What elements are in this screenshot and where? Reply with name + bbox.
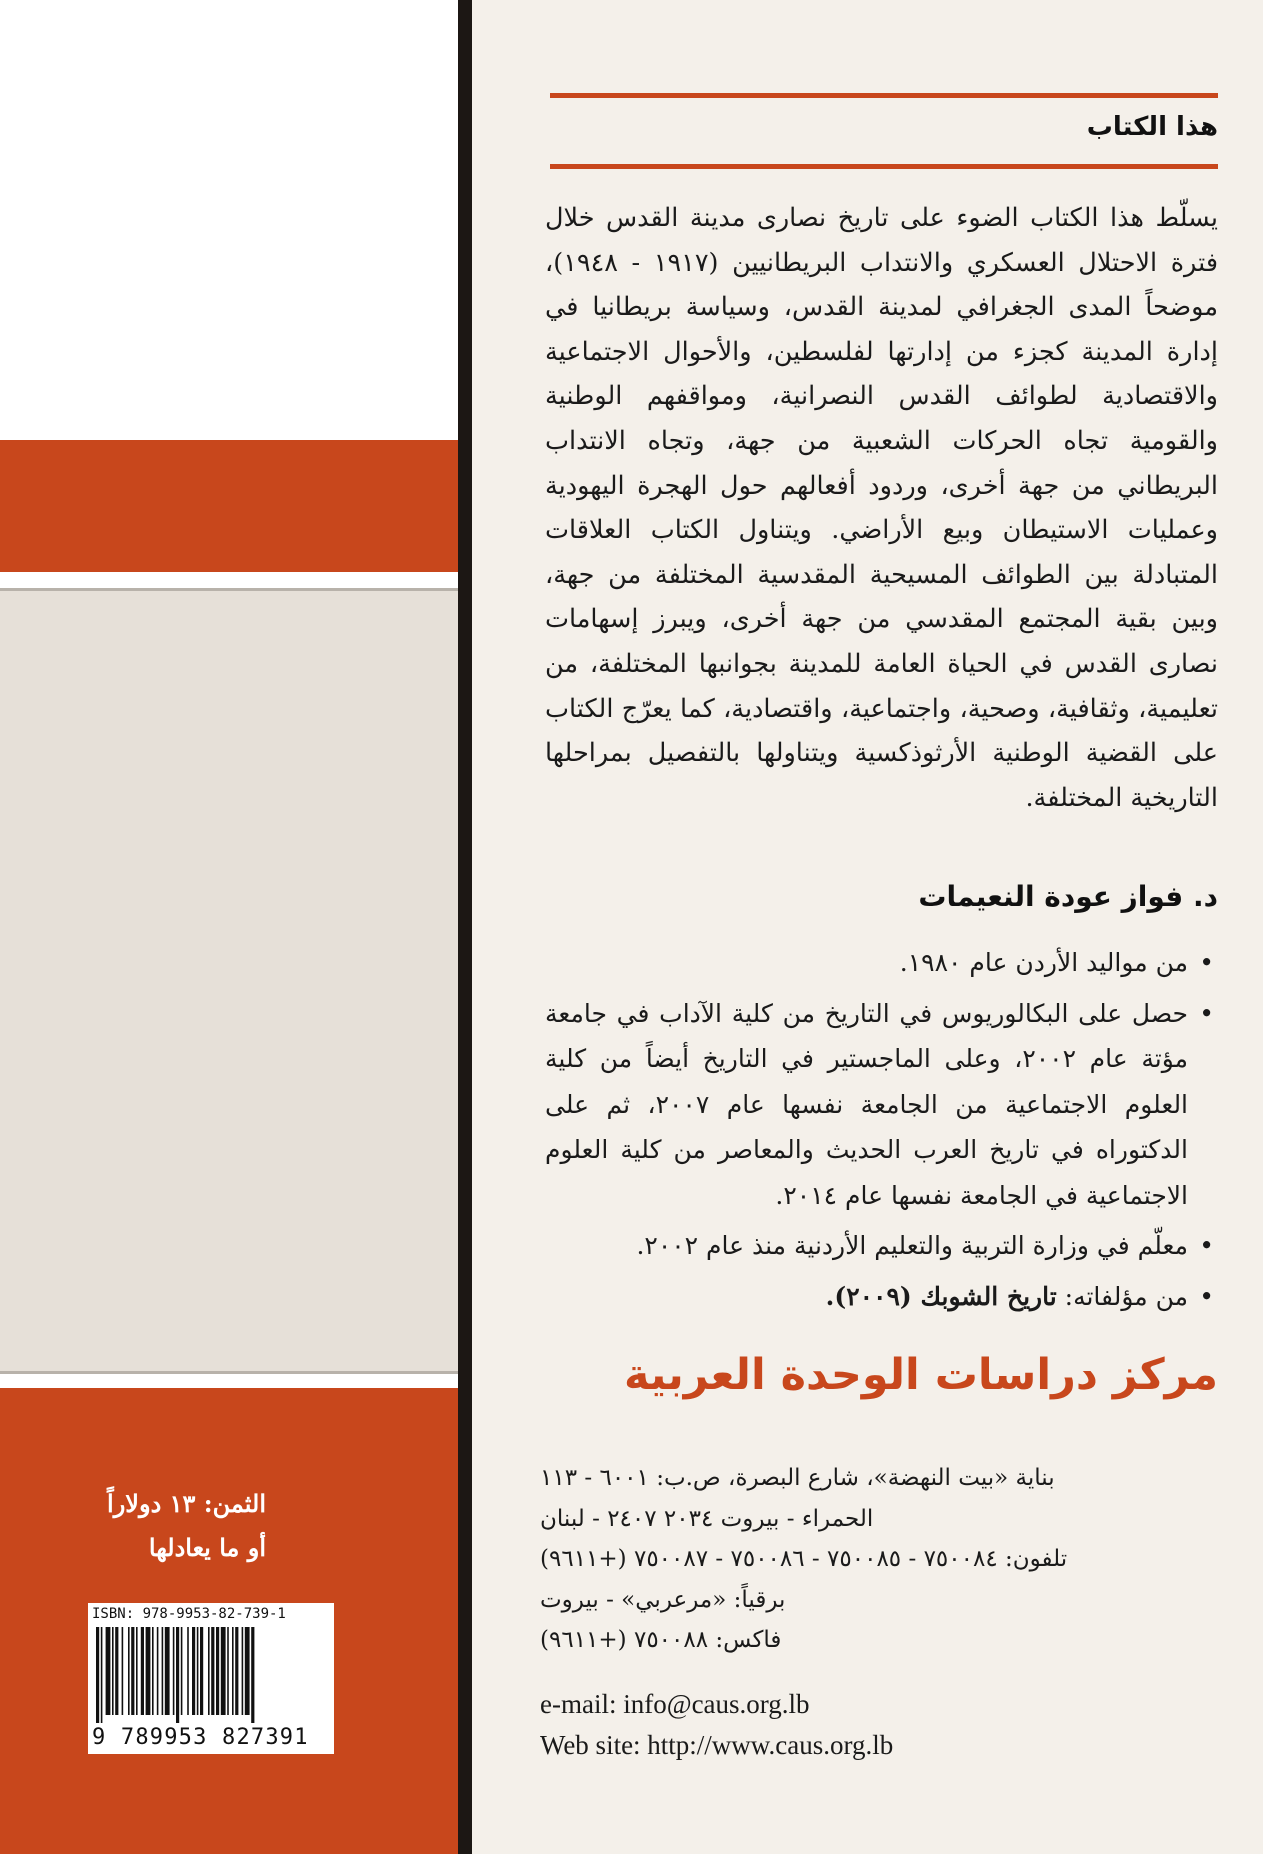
section-title: هذا الكتاب: [1086, 112, 1218, 142]
phone-line: تلفون: ٧٥٠٠٨٤ - ٧٥٠٠٨٥ - ٧٥٠٠٨٦ - ٧٥٠٠٨٧ (+٩٦١١): [540, 1546, 1068, 1572]
bio-item-education: • حصل على البكالوريوس في التاريخ من كلية الآداب في جامعة مؤتة عام ٢٠٠٢، وعلى الماجستير في التاريخ أيضاً من كلية العلوم الاجتماعية من الجامعة نفسها عام ٢٠٠٧، ثم على الدكتوراه في تاريخ العرب الحديث والمعاصر من كلية العلوم الاجتماعية في الجامعة نفسها عام ٢٠١٤.: [545, 991, 1218, 1219]
title-rule-bottom: [550, 164, 1218, 169]
title-rule-top: [550, 93, 1218, 98]
book-description: يسلّط هذا الكتاب الضوء على تاريخ نصارى مدينة القدس خلال فترة الاحتلال العسكري والانتداب البريطانيين (١٩١٧ - ١٩٤٨)، موضحاً المدى الجغرافي لمدينة القدس، وسياسة بريطانيا في إدارة المدينة كجزء من إدارتها لفلسطين، والأحوال الاجتماعية والاقتصادية لطوائف القدس النصرانية، ومواقفهم الوطنية والقومية تجاه الحركات الشعبية من جهة، وتجاه الانتداب البريطاني من جهة أخرى، وردود أفعالهم حول الهجرة اليهودية وعمليات الاستيطان وبيع الأراضي. ويتناول الكتاب العلاقات المتبادلة بين الطوائف المسيحية المقدسية المختلفة من جهة، وبين بقية المجتمع المقدسي من جهة أخرى، ويبرز إسهامات نصارى القدس في الحياة العامة للمدينة بجوانبها المختلفة، من تعليمية، وثقافية، وصحية، واجتماعية، واقتصادية، كما يعرّج الكتاب على القضية الوطنية الأرثوذكسية ويتناولها بالتفصيل بمراحلها التاريخية المختلفة.: [545, 203, 1219, 813]
gray-panel: [0, 588, 458, 1374]
author-bio-list: [545, 940, 1218, 1324]
price-line-2: أو ما يعادلها: [148, 1533, 266, 1562]
barcode-icon: [94, 1627, 328, 1723]
bio-item-career: • معلّم في وزارة التربية والتعليم الأردنية منذ عام ٢٠٠٢.: [545, 1223, 1218, 1269]
publisher-address: [540, 1458, 1218, 1661]
publisher-name: مركز دراسات الوحدة العربية: [624, 1350, 1218, 1400]
spine-edge: [458, 0, 472, 1854]
price-label: [86, 1482, 266, 1570]
orange-band-top: [0, 440, 458, 572]
works-prefix: من مؤلفاته:: [1056, 1281, 1188, 1311]
website-line: Web site: http://www.caus.org.lb: [540, 1730, 894, 1760]
bio-item-works: [545, 1274, 1218, 1320]
barcode-digits: 9 789953 827391: [92, 1725, 309, 1750]
fax-line: فاكس: ٧٥٠٠٨٨ (+٩٦١١): [540, 1627, 782, 1653]
email-line: e-mail: info@caus.org.lb: [540, 1689, 810, 1719]
telegram-line: برقياً: «مرعربي» - بيروت: [540, 1586, 786, 1613]
bio-item-birth: • من مواليد الأردن عام ١٩٨٠.: [545, 940, 1218, 986]
isbn-label: ISBN: 978-9953-82-739-1: [92, 1606, 286, 1622]
barcode-box: [88, 1603, 334, 1754]
address-line-2: الحمراء - بيروت ٢٠٣٤ ٢٤٠٧ - لبنان: [540, 1505, 874, 1532]
price-line-1: الثمن: ١٣ دولاراً: [107, 1489, 266, 1518]
author-name: د. فواز عودة النعيمات: [918, 880, 1218, 913]
publisher-contact: [540, 1684, 1000, 1766]
address-line-1: بناية «بيت النهضة»، شارع البصرة، ص.ب: ٦٠٠١ - ١١٣: [540, 1465, 1055, 1491]
works-title: تاريخ الشوبك (٢٠٠٩).: [825, 1281, 1057, 1311]
